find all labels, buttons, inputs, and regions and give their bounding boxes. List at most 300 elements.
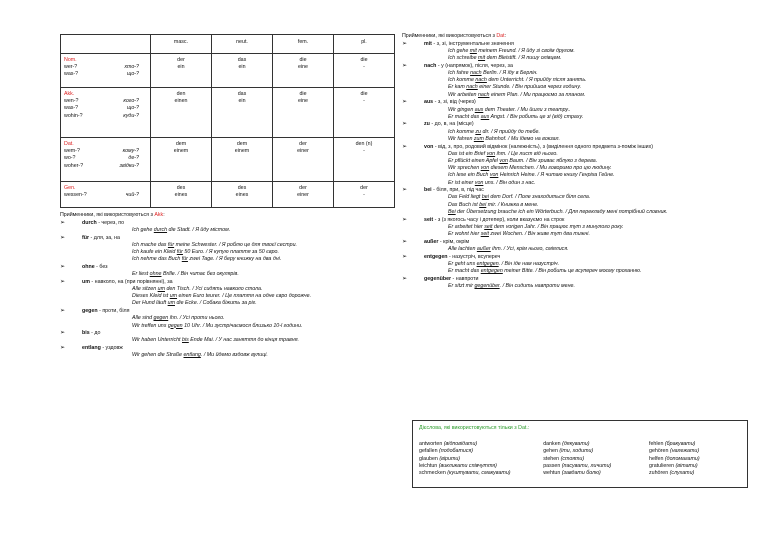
question-de: wen-? [64,98,79,105]
question-de: wer-? [64,64,78,71]
verb-uk: (викликати співчуття) [438,462,497,469]
arrow-bullet-icon: ➢ [60,330,66,337]
example-sentence [402,136,752,143]
verb-item [649,470,741,477]
example-before: Er macht das [448,268,481,274]
preposition-word: um [82,278,90,285]
header-masc: masc. [151,35,212,54]
example-after: 10 Uhr. / Ми зустрічаємося близько 10-ї години. [182,322,303,329]
verb-item [649,463,741,470]
example-after: den Tisch. / Усі сидять навколо стола. [164,286,263,293]
question-de: wem-? [64,148,80,155]
preposition-line [402,276,752,283]
preposition-meaning: - біля, при, в, під час [431,187,484,194]
question-row [64,148,147,155]
verb-uk: (вірити) [439,455,461,462]
preposition-line [402,63,752,70]
verb-item [419,448,543,455]
arrow-bullet-icon: ➢ [60,263,66,270]
arrow-bullet-icon: ➢ [402,253,408,260]
example-sentence [402,209,752,216]
question-row [64,113,147,120]
article-cell-neut [212,138,273,182]
example-sentence [402,48,752,55]
example-after: meine Schwester. / Я роблю це для твоєї сестри. [174,241,298,248]
verb-de: antworten [419,441,443,448]
example-after: diesem Menschen. / Ми говоримо про цю людину. [489,165,612,172]
arrow-bullet-icon: ➢ [60,219,66,226]
example-preposition: von [486,150,496,157]
verb-de: zuhören [649,470,669,477]
verb-item [649,456,741,463]
example-before: Ich gehe [448,47,470,54]
example-sentence [60,242,395,249]
article: eines [235,192,249,199]
question-row [64,71,147,78]
example-preposition: um [167,300,175,307]
example-before: Das Buch ist [448,201,480,208]
example-after: mir. / Книжка в мене. [486,201,539,208]
preposition-meaning: - без [94,263,108,270]
arrow-bullet-icon: ➢ [402,238,408,245]
declension-table [60,34,395,208]
akk-heading-colon: : [163,212,165,218]
example-sentence [402,107,752,114]
example-preposition: gegen [167,322,183,329]
akk-preposition-list [60,220,395,360]
example-sentence [402,55,752,62]
example-after: Ende Mai. / У нас заняття до кінця травня. [188,337,300,344]
example-preposition: nach [470,70,482,77]
arrow-bullet-icon: ➢ [60,234,66,241]
example-before: Er wohnt hier [448,230,481,237]
example-after: ihm. / Усі, крім нього, сміялися. [490,245,569,252]
example-preposition: mit [469,47,477,54]
article: des [237,185,247,191]
preposition-entry [60,345,395,359]
right-column [402,33,752,290]
example-before: Er arbeitet hier [448,223,485,230]
table-row [61,88,395,138]
case-name: Nom. [64,57,77,63]
article: den [176,91,186,97]
dat-preposition-list [402,41,752,290]
example-before: Alle sitzen [132,286,158,293]
preposition-line [402,41,752,48]
verb-uk: (відповідати) [443,441,478,448]
article-cell-fem [273,88,334,138]
example-after: die Stadt. / Я йду містом. [167,226,231,233]
example-sentence [60,352,395,359]
preposition-meaning: - до, в, на (місце) [429,121,474,128]
question-uk: що-? [126,105,139,112]
example-after: dir. / Я прийду до тебе. [480,128,540,135]
preposition-entry [60,264,395,278]
preposition-meaning: - проти, біля [97,308,130,315]
preposition-entry [402,217,752,239]
verb-de: gratulieren [649,462,675,469]
verb-uk: (допомагати) [664,455,700,462]
case-name: Dat. [64,141,74,147]
example-preposition: um [157,286,165,293]
example-sentence [60,249,395,256]
example-before: Alle lachten [448,245,477,252]
preposition-word: entlang [82,345,101,352]
header-pl: pl. [334,35,395,54]
preposition-meaning: - у (напрямок), після, через, за [436,62,513,69]
arrow-bullet-icon: ➢ [60,345,66,352]
preposition-line [402,187,752,194]
example-sentence [60,293,395,300]
dat-heading [402,33,752,40]
article: - [363,98,365,105]
example-preposition: aus [480,113,490,120]
article: einer [297,148,309,155]
question-row [64,163,147,170]
case-cell [61,88,151,138]
example-preposition: gegen [153,315,169,322]
question-uk: чий-? [125,192,139,199]
table-row [61,54,395,88]
example-after: zwei Wochen. / Він живе тут два тижні. [488,230,590,237]
article: - [363,192,365,199]
example-preposition: für [176,249,183,256]
example-sentence [402,283,752,290]
question-uk: кому-? [122,148,139,155]
example-sentence [402,246,752,253]
example-after: einen Euro teurer. / Це плаття на одне євро дорожче. [177,293,312,300]
verb-item [543,456,649,463]
verb-de: gehören [649,448,669,455]
verb-column [543,441,649,477]
example-sentence [402,224,752,231]
preposition-meaning: - назустріч, всупереч [447,253,501,260]
example-preposition: bei [481,194,489,201]
example-after: ihn. / Усі проти нього. [168,315,225,322]
example-sentence [402,151,752,158]
article: die [299,91,307,97]
article: - [363,64,365,71]
question-de: wo-? [64,155,76,162]
example-after: dem Bleistift. / Я пишу олівцем. [485,55,562,62]
example-after: Angst. / Він робить це зі (від) страху. [489,113,584,120]
example-preposition: Bei [448,208,456,215]
verb-de: wehtun [543,470,561,477]
arrow-bullet-icon: ➢ [60,278,66,285]
example-before: Ich kaufe ein Kleid [132,249,177,256]
preposition-entry [402,99,752,121]
dative-verbs-columns [419,441,741,477]
preposition-entry [60,330,395,344]
example-sentence [402,114,752,121]
article-cell-pl [334,138,395,182]
example-preposition: für [181,256,188,263]
preposition-entry [60,308,395,330]
article: die [360,91,368,97]
article: den (n) [355,141,373,147]
article: ein [238,64,246,71]
article: das [237,57,247,63]
example-after: uns. / Він один з нас. [483,179,536,186]
example-sentence [402,129,752,136]
example-after: einer Stunde. / Він прийшов через годину. [477,84,582,91]
verb-item [543,470,649,477]
arrow-bullet-icon: ➢ [402,40,408,47]
article-cell-neut [212,54,273,88]
preposition-line [402,254,752,261]
example-sentence [402,202,752,209]
example-preposition: seit [480,230,489,237]
verb-item [649,448,741,455]
header-neut: neut. [212,35,273,54]
preposition-entry [402,121,752,143]
article: eines [174,192,188,199]
example-preposition: entgegen [480,268,503,274]
question-de: was-? [64,71,79,78]
example-after: einem Plan. / Ми працюємо за планом. [489,91,586,98]
example-after: . / Він сидить навпроти мене. [499,282,575,289]
verb-de: helfen [649,455,664,462]
example-before: Ich komme [448,77,476,84]
example-preposition: aus [474,106,484,113]
article: der [177,57,185,63]
preposition-word: ohne [82,263,95,270]
example-before: Ich nehme das Buch [132,256,182,263]
preposition-line [402,239,752,246]
example-sentence [60,286,395,293]
akk-heading-case: Akk [154,212,164,218]
example-preposition: außer [476,245,491,252]
verb-uk: (дякувати) [562,441,590,448]
verb-item [543,448,649,455]
preposition-meaning: - до [89,330,101,337]
article: einem [173,148,189,155]
article: des [176,185,186,191]
article-cell-pl [334,182,395,208]
example-preposition: bei [479,201,487,208]
verb-uk: (іти, ходити) [559,448,594,455]
case-name: Akk. [64,91,75,97]
preposition-word: nach [424,62,437,69]
dative-verbs-box [412,420,748,488]
preposition-entry [60,220,395,234]
preposition-entry [402,144,752,187]
example-sentence [402,194,752,201]
example-after: Heinrich Heine. / Я читаю книгу Генріха Гейне. [498,172,615,179]
verb-uk: (завдати болю) [561,470,601,477]
question-row [64,155,147,162]
example-after: der Übersetzung brauche ich ein Wörterbuch. / Для перекладу мені потрібний словник. [455,208,668,215]
example-after: Baum. / Він зриває яблуко з дерева. [507,157,598,164]
preposition-meaning: - з, зі, інструментальне значення [431,40,514,47]
preposition-meaning: - уздовж [100,345,123,352]
question-de: was-? [64,105,79,112]
verb-de: fehlen [649,441,664,448]
example-sentence [60,315,395,322]
example-before: Er ist einer [448,179,475,186]
example-preposition: von [499,157,508,164]
example-preposition: von [480,165,490,172]
article: der [299,141,307,147]
dat-heading-text: Прийменники, які використовуються з [402,33,497,39]
article: ein [238,98,246,105]
example-before: Der Hund läuft [132,300,168,307]
example-before: Das Feld liegt [448,194,482,201]
example-before: Er macht das [448,113,481,120]
verb-de: glauben [419,455,438,462]
preposition-word: durch [82,219,97,226]
verb-item [419,470,543,477]
preposition-entry [402,41,752,63]
preposition-entry [60,235,395,264]
arrow-bullet-icon: ➢ [402,121,408,128]
example-before: Ich lese ein Buch [448,172,490,179]
verb-uk: (бракувати) [664,441,696,448]
question-uk: де-? [128,155,139,162]
example-after: ihm. / Це лист від нього. [495,150,558,157]
example-after: Brille. / Він читає без окулярів. [161,271,239,278]
dat-heading-colon: : [504,33,507,39]
example-sentence [60,227,395,234]
example-preposition: zum [473,135,484,142]
preposition-word: gegen [82,308,98,315]
verb-column [649,441,741,477]
example-preposition: ohne [149,271,162,278]
article-cell-pl [334,88,395,138]
question-de: woher-? [64,162,84,169]
preposition-meaning: - навпроти [451,275,479,282]
verb-uk: (подобатися) [439,448,474,455]
case-cell [61,138,151,182]
preposition-meaning: - з (з якогось часу і дотепер), коли вказуємо на строк [433,216,565,223]
article-cell-masc [151,88,212,138]
example-preposition: nach [477,91,490,98]
preposition-word: zu [424,121,430,128]
case-name: Gen. [64,185,76,191]
verb-uk: (вітати) [675,462,698,469]
preposition-meaning: - з, зі, від (через) [433,99,476,106]
preposition-line [60,345,395,352]
preposition-word: entgegen [424,253,448,260]
example-before: Wir arbeiten [448,91,478,98]
article-cell-pl [334,54,395,88]
example-sentence [60,271,395,278]
preposition-entry [402,63,752,99]
verb-uk: (куштувати, смакувати) [447,470,511,477]
arrow-bullet-icon: ➢ [402,143,408,150]
article: - [363,148,365,155]
verb-de: schmecken [419,470,446,477]
verb-item [419,456,543,463]
preposition-line [60,235,395,242]
akk-heading-text: Прийменники, які використовуються з [60,212,155,218]
preposition-line [402,144,752,151]
preposition-line [402,217,752,224]
table-header-row [61,35,395,54]
preposition-meaning: - для, за, на [89,234,120,241]
table-row [61,182,395,208]
arrow-bullet-icon: ➢ [402,275,408,282]
article: dem [236,141,248,147]
verb-de: passen [543,462,561,469]
article: dem [175,141,187,147]
article: das [237,91,247,97]
question-uk: кого-? [123,98,139,105]
header-fem: fem. [273,35,334,54]
preposition-entry [60,279,395,308]
verb-item [543,441,649,448]
preposition-word: seit [424,216,434,223]
example-after: . / Ми йдемо вздовж вулиці. [200,352,268,359]
example-before: Alle sind [132,315,154,322]
verb-uk: (слухати) [669,470,695,477]
example-sentence [402,268,752,275]
preposition-word: von [424,143,434,150]
example-preposition: von [489,172,499,179]
example-preposition: zu [475,128,481,135]
preposition-line [402,121,752,128]
article: eine [297,64,308,71]
question-de: wessen-? [64,192,87,199]
example-after: meinem Freund. / Я йду зі своїм другом. [476,47,575,54]
article: die [360,57,368,63]
article: einer [297,192,309,199]
preposition-line [60,264,395,271]
article-cell-fem [273,182,334,208]
article: der [299,185,307,191]
example-after: Bahnhof. / Ми їдемо на вокзал. [483,135,561,142]
example-before: Dieses Kleid ist [132,293,170,300]
preposition-word: bei [424,187,432,194]
example-preposition: durch [153,226,168,233]
arrow-bullet-icon: ➢ [402,187,408,194]
question-uk: що-? [126,71,139,78]
example-after: dem Theater. / Ми йшли з театру.. [483,106,571,113]
preposition-word: aus [424,99,434,106]
preposition-line [60,308,395,315]
example-after: . / Він іде нам назустріч. [498,260,560,267]
verb-item [419,463,543,470]
example-preposition: gegenüber [474,282,500,289]
question-row [64,98,147,105]
article-cell-neut [212,88,273,138]
example-sentence [60,337,395,344]
preposition-entry [402,239,752,253]
arrow-bullet-icon: ➢ [60,308,66,315]
dat-heading-case: Dat [496,33,505,39]
example-before: Ich gehe [132,226,154,233]
example-after: zwei Tage. / Я беру книжку на два дні. [187,256,282,263]
preposition-word: mit [424,40,432,47]
preposition-entry [402,276,752,290]
verb-de: stehen [543,455,560,462]
example-after: Berlin. / Я їду в Берлін. [481,70,538,77]
arrow-bullet-icon: ➢ [402,62,408,69]
preposition-line [60,279,395,286]
example-preposition: entlang [183,352,201,359]
example-sentence [402,180,752,187]
akk-heading [60,212,395,219]
example-after: die Ecke. / Собака біжить за ріг. [174,300,257,307]
example-before: Wir sprechen [448,165,481,172]
preposition-word: bis [82,330,90,337]
example-after: dem Unterricht. / Я прийду після занять. [486,77,587,84]
preposition-entry [402,187,752,216]
example-before: Wir gehen die Straße [132,352,184,359]
example-sentence [402,92,752,99]
example-sentence [60,300,395,307]
example-before: Er geht uns [448,260,477,267]
